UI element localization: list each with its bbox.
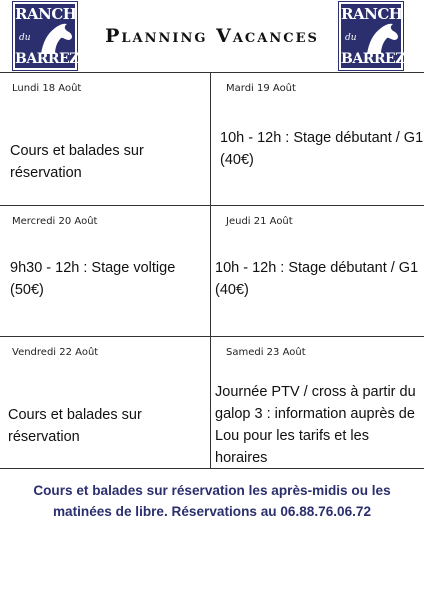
- content-line: (50€): [10, 282, 44, 298]
- content-line: Lou pour les tarifs et les horaires: [215, 428, 369, 466]
- content-line: 10h - 12h : Stage débutant / G1: [220, 130, 424, 146]
- day-content: [215, 381, 424, 469]
- day-cell-wednesday: [0, 205, 211, 336]
- content-line: galop 3 : information auprès de: [215, 406, 415, 422]
- logo-text-ranch: RANCH: [15, 5, 77, 23]
- content-line: (40€): [215, 282, 249, 298]
- schedule-grid: [0, 72, 424, 469]
- logo-text-du: du: [345, 33, 357, 43]
- day-content: [10, 140, 210, 184]
- logo-text-ranch: RANCH: [341, 5, 403, 23]
- day-label: Mercredi 20 Août: [12, 216, 98, 227]
- ranch-logo-left: [13, 2, 77, 70]
- day-content: [10, 257, 175, 301]
- content-line: (40€): [220, 152, 254, 168]
- ranch-logo-right: [339, 2, 403, 70]
- content-line: 10h - 12h : Stage débutant / G1: [215, 260, 419, 276]
- day-cell-monday: [0, 72, 211, 205]
- footer-note: [20, 480, 404, 522]
- logo-text-barrez: BARREZ: [15, 51, 79, 67]
- day-label: Jeudi 21 Août: [226, 216, 293, 227]
- page-title: Planning Vacances: [105, 25, 319, 47]
- day-label: Vendredi 22 Août: [12, 347, 99, 358]
- content-line: 9h30 - 12h : Stage voltige: [10, 260, 176, 276]
- day-content: [215, 257, 418, 301]
- footer-line: matinées de libre. Réservations au 06.88.76.06.72: [52, 504, 372, 519]
- content-line: Cours et balades sur réservation: [8, 407, 142, 445]
- day-label: Lundi 18 Août: [12, 83, 82, 94]
- logo-text-barrez: BARREZ: [341, 51, 405, 67]
- day-label: Mardi 19 Août: [226, 83, 296, 94]
- day-cell-thursday: [211, 205, 424, 336]
- content-line: Journée PTV / cross à partir du: [215, 384, 416, 400]
- day-cell-tuesday: [211, 72, 424, 205]
- logo-text-du: du: [19, 33, 31, 43]
- footer-line: Cours et balades sur réservation les après-midis ou les: [33, 483, 391, 498]
- content-line: Cours et balades sur réservation: [10, 143, 144, 181]
- day-content: [220, 127, 423, 171]
- day-content: [8, 404, 210, 448]
- day-cell-friday: [0, 336, 211, 469]
- day-label: Samedi 23 Août: [226, 347, 306, 358]
- day-cell-saturday: [211, 336, 424, 469]
